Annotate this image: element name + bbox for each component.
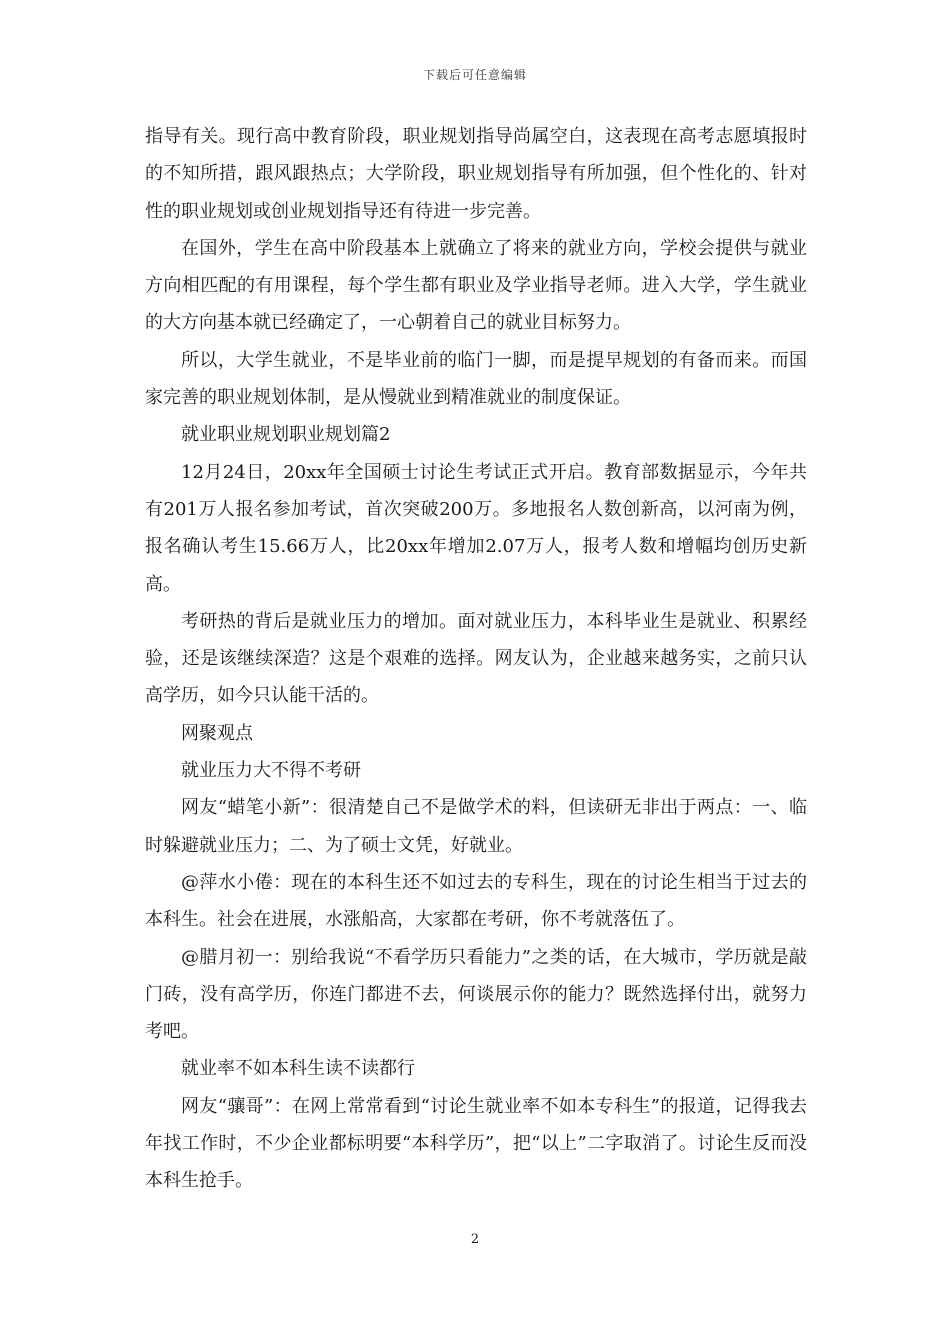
- subheading: 就业率不如本科生读不读都行: [181, 1058, 415, 1080]
- paragraph: @萍水小倦：现在的本科生还不如过去的专科生，现在的讨论生相当于过去的本科生。社会在进展，水涨船高，大家都在考研，你不考就落伍了。: [145, 871, 807, 931]
- paragraph: 所以，大学生就业，不是毕业前的临门一脚，而是提早规划的有备而来。而国家完善的职业规划体制，是从慢就业到精准就业的制度保证。: [145, 349, 807, 409]
- page-number: 2: [470, 1232, 480, 1247]
- subheading: 网聚观点: [181, 722, 253, 744]
- paragraph: 在国外，学生在高中阶段基本上就确立了将来的就业方向，学校会提供与就业方向相匹配的有用课程，每个学生都有职业及学业指导老师。进入大学，学生就业的大方向基本就已经确定了，一心朝着自己的就业目标努力。: [145, 237, 807, 334]
- paragraph: 12月24日，20xx年全国硕士讨论生考试正式开启。教育部数据显示，今年共有201万人报名参加考试，首次突破200万。多地报名人数创新高，以河南为例，报名确认考生15.66万人，比20xx年增加2.07万人，报考人数和增幅均创历史新高。: [145, 461, 807, 595]
- paragraph: 考研热的背后是就业压力的增加。面对就业压力，本科毕业生是就业、积累经验，还是该继续深造？这是个艰难的选择。网友认为，企业越来越务实，之前只认高学历，如今只认能干活的。: [145, 610, 807, 707]
- page-header: 下载后可任意编辑: [422, 68, 527, 82]
- paragraph: 网友“骧哥”：在网上常常看到“讨论生就业率不如本专科生”的报道，记得我去年找工作时，不少企业都标明要“本科学历”，把“以上”二字取消了。讨论生反而没本科生抢手。: [145, 1095, 807, 1192]
- subheading: 就业压力大不得不考研: [181, 760, 361, 782]
- paragraph: @腊月初一：别给我说“不看学历只看能力”之类的话，在大城市，学历就是敲门砖，没有高学历，你连门都进不去，何谈展示你的能力？既然选择付出，就努力考吧。: [145, 946, 807, 1043]
- document-body: [145, 118, 807, 1200]
- paragraph: 网友“蜡笔小新”：很清楚自己不是做学术的料，但读研无非出于两点：一、临时躲避就业压力；二、为了硕士文凭，好就业。: [145, 797, 807, 856]
- section-heading: 就业职业规划职业规划篇2: [181, 424, 391, 446]
- paragraph: 指导有关。现行高中教育阶段，职业规划指导尚属空白，这表现在高考志愿填报时的不知所措，跟风跟热点；大学阶段，职业规划指导有所加强，但个性化的、针对性的职业规划或创业规划指导还有待进一步完善。: [145, 126, 807, 222]
